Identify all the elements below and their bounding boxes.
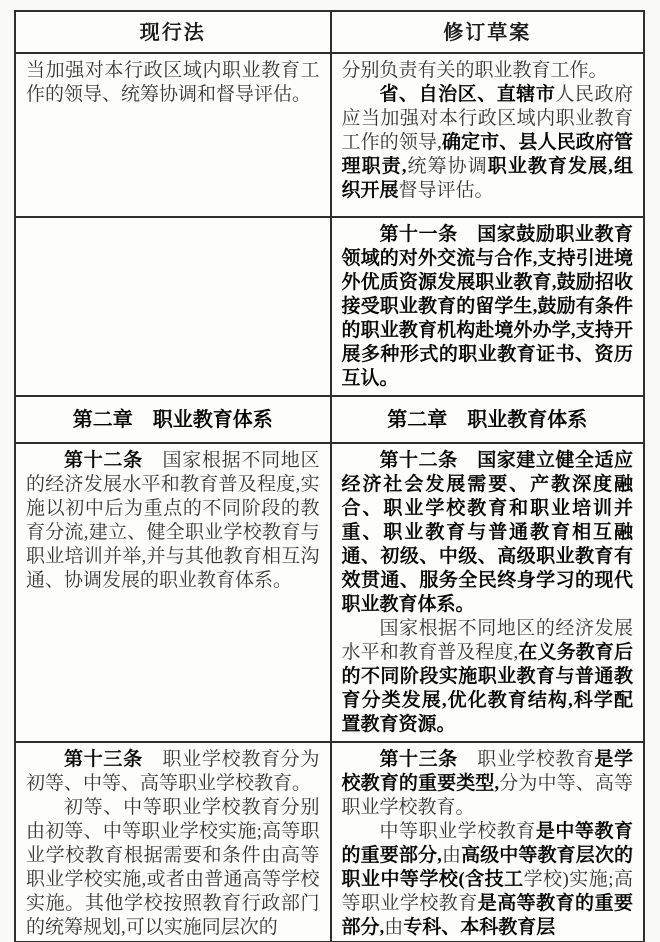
paragraph: 中等职业学校教育是中等教育的重要部分,由高级中等教育层次的职业中等学校(含技工学校)实施;高等职业学校教育是高等教育的重要部分,由专科、本科教育层 [341,821,634,938]
paragraph: 当加强对本行政区域内职业教育工作的领导、统筹协调和督导评估。 [26,60,320,105]
paragraph: 国家根据不同地区的经济发展水平和教育普及程度,在义务教育后的不同阶段实施职业教育与普通教育分类发展,优化教育结构,科学配置教育资源。 [341,618,633,735]
paragraph: 第二章 职业教育体系 [387,409,588,431]
revision-draft-header-label: 修订草案 [443,21,532,44]
current-law-cell [16,743,330,941]
current-law-cell [16,218,330,395]
table-row [16,442,643,741]
current-law-cell [16,54,330,216]
paragraph: 第十二条 国家根据不同地区的经济发展水平和教育普及程度,实施以初中后为重点的不同阶段的教育分流,建立、健全职业学校教育与职业培训并举,并与其他教育相互沟通、协调发展的职业教育体系。 [26,450,320,591]
paragraph: 第十三条 职业学校教育分为初等、中等、高等职业学校教育。 [26,749,320,794]
paragraph: 第十二条 国家建立健全适应经济社会发展需要、产教深度融合、职业学校教育和职业培训并重、职业教育与普通教育相互融通、初级、中级、高级职业教育有效贯通、服务全民终身学习的现代职业教育体系。 [341,450,633,615]
revision-draft-cell [330,444,644,741]
table-header-row [16,12,643,52]
paragraph: 第二章 职业教育体系 [72,409,273,431]
table-rows [16,52,643,941]
revision-draft-cell [330,397,644,442]
revision-draft-cell [330,743,644,941]
paragraph: 第十三条 职业学校教育是学校教育的重要类型,分为中等、高等职业学校教育。 [341,749,633,818]
current-law-cell [16,444,330,741]
paragraph: 省、自治区、直辖市人民政府应当加强对本行政区域内职业教育工作的领导,确定市、县人民政府管理职责,统筹协调职业教育发展,组织开展督导评估。 [341,84,633,201]
revision-draft-cell [330,218,644,395]
paragraph: 初等、中等职业学校教育分别由初等、中等职业学校实施;高等职业学校教育根据需要和条件由高等职业学校实施,或者由普通高等学校实施。其他学校按照教育行政部门的统筹规划,可以实施同层次的 [26,797,320,938]
current-law-header-label: 现行法 [139,21,206,44]
comparison-table [14,10,645,942]
revision-draft-cell [330,54,644,216]
header-cell-current-law [16,12,330,52]
paragraph: 第十一条 国家鼓励职业教育领域的对外交流与合作,支持引进境外优质资源发展职业教育,鼓励招收接受职业教育的留学生,鼓励有条件的职业教育机构赴境外办学,支持开展多种形式的职业教育证书、资历互认。 [341,224,633,389]
paragraph: 分别负责有关的职业教育工作。 [341,60,608,81]
table-row [16,52,643,216]
table-row [16,741,643,941]
current-law-cell [16,397,330,442]
table-row [16,395,643,442]
header-cell-revision-draft [330,12,644,52]
table-row [16,216,643,395]
